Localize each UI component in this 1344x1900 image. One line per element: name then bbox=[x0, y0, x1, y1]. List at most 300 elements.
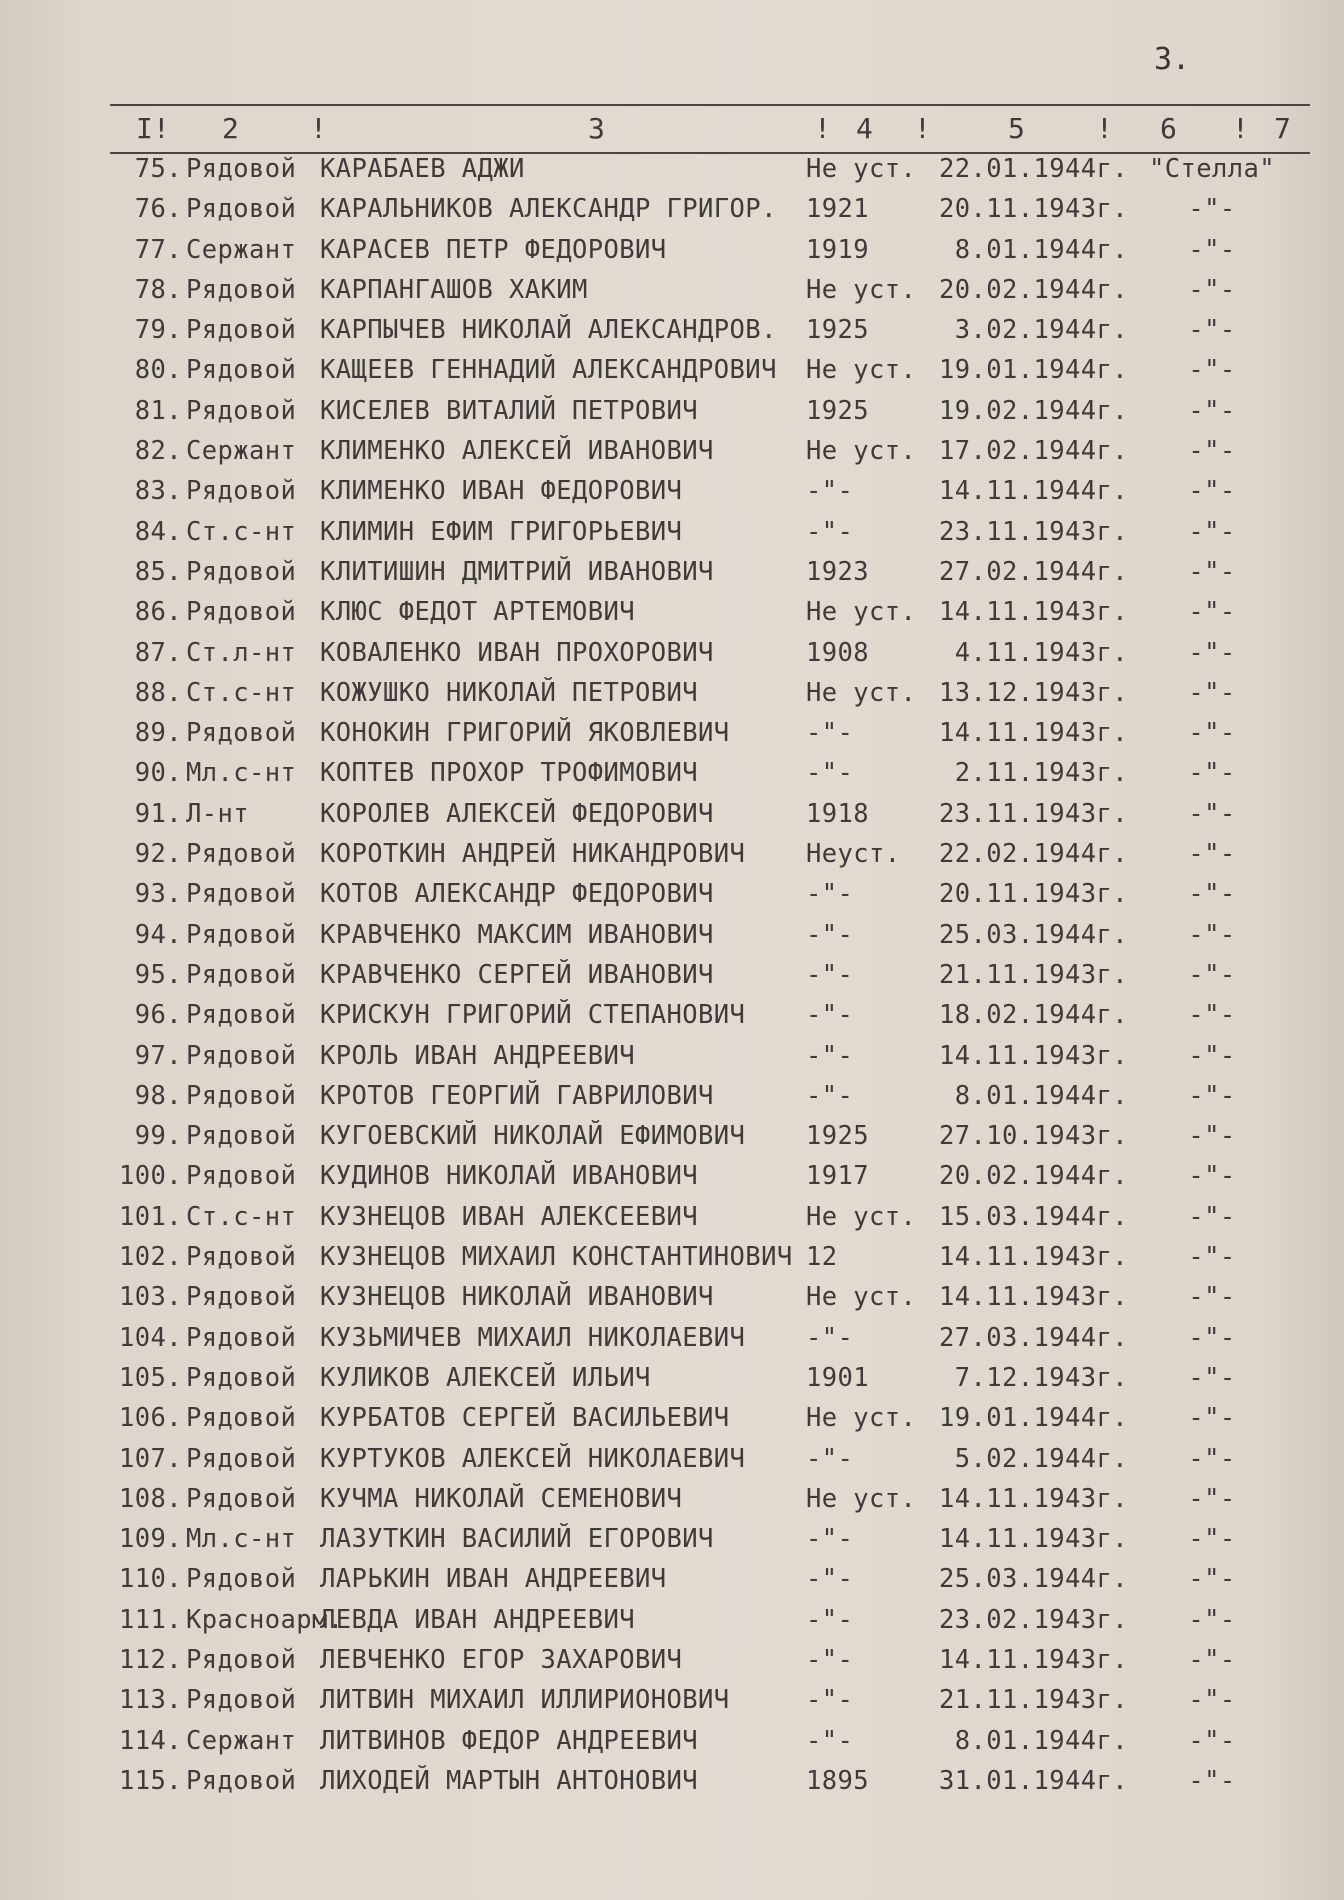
row-birth-year: 1901 bbox=[806, 1362, 870, 1393]
row-rank: Рядовой bbox=[186, 355, 297, 386]
row-birth-year: -"- bbox=[806, 1564, 854, 1595]
row-name: КАРАБАЕВ АДЖИ bbox=[320, 154, 525, 184]
row-number: 83. bbox=[134, 476, 182, 507]
row-birth-year: 1921 bbox=[806, 194, 870, 225]
table-row bbox=[0, 1440, 1344, 1480]
row-date: 25.03.1944г. bbox=[938, 919, 1128, 950]
table-row bbox=[0, 1198, 1344, 1238]
row-burial-place: -"- bbox=[1188, 1765, 1236, 1796]
row-name: ЛЕВЧЕНКО ЕГОР ЗАХАРОВИЧ bbox=[320, 1644, 683, 1675]
row-birth-year: -"- bbox=[806, 516, 854, 547]
row-burial-place: -"- bbox=[1188, 879, 1236, 910]
row-birth-year: -"- bbox=[806, 758, 854, 789]
row-burial-place: -"- bbox=[1188, 1322, 1236, 1353]
row-name: КУЗНЕЦОВ МИХАИЛ КОНСТАНТИНОВИЧ bbox=[320, 1242, 793, 1273]
row-number: 77. bbox=[134, 234, 182, 265]
row-date: 25.03.1944г. bbox=[938, 1564, 1128, 1595]
row-name: КИСЕЛЕВ ВИТАЛИЙ ПЕТРОВИЧ bbox=[320, 395, 699, 426]
row-date: 14.11.1944г. bbox=[938, 476, 1128, 507]
row-date: 22.01.1944г. bbox=[938, 154, 1128, 184]
row-birth-year: -"- bbox=[806, 1524, 854, 1555]
header-col-6: 6 bbox=[1160, 112, 1177, 145]
row-name: КУДИНОВ НИКОЛАЙ ИВАНОВИЧ bbox=[320, 1161, 699, 1192]
row-number: 75. bbox=[134, 154, 182, 184]
row-name: КУЗНЕЦОВ НИКОЛАЙ ИВАНОВИЧ bbox=[320, 1282, 714, 1313]
row-number: 104. bbox=[118, 1322, 182, 1353]
row-rank: Рядовой bbox=[186, 1040, 297, 1071]
row-date: 14.11.1943г. bbox=[938, 1040, 1128, 1071]
table-row bbox=[0, 1722, 1344, 1762]
row-name: КАРПЫЧЕВ НИКОЛАЙ АЛЕКСАНДРОВ. bbox=[320, 315, 777, 346]
row-name: КУРТУКОВ АЛЕКСЕЙ НИКОЛАЕВИЧ bbox=[320, 1443, 746, 1474]
row-rank: Рядовой bbox=[186, 839, 297, 870]
row-date: 17.02.1944г. bbox=[938, 436, 1128, 467]
row-burial-place: -"- bbox=[1188, 718, 1236, 749]
row-burial-place: -"- bbox=[1188, 1121, 1236, 1152]
row-number: 100. bbox=[118, 1161, 182, 1192]
row-birth-year: 1925 bbox=[806, 395, 870, 426]
row-birth-year: 1925 bbox=[806, 315, 870, 346]
row-name: КУРБАТОВ СЕРГЕЙ ВАСИЛЬЕВИЧ bbox=[320, 1403, 730, 1434]
row-burial-place: -"- bbox=[1188, 234, 1236, 265]
row-birth-year: Не уст. bbox=[806, 1201, 917, 1232]
row-rank: Рядовой bbox=[186, 194, 297, 225]
row-rank: Рядовой bbox=[186, 1080, 297, 1111]
row-date: 27.02.1944г. bbox=[938, 556, 1128, 587]
row-name: КОВАЛЕНКО ИВАН ПРОХОРОВИЧ bbox=[320, 637, 714, 668]
row-burial-place: -"- bbox=[1188, 516, 1236, 547]
row-rank: Рядовой bbox=[186, 1403, 297, 1434]
row-burial-place: -"- bbox=[1188, 1242, 1236, 1273]
table-row bbox=[0, 1359, 1344, 1399]
row-birth-year: Не уст. bbox=[806, 677, 917, 708]
row-rank: Мл.с-нт bbox=[186, 1524, 297, 1555]
row-burial-place: -"- bbox=[1188, 758, 1236, 789]
table-header bbox=[0, 112, 1344, 150]
table-row bbox=[0, 1641, 1344, 1681]
table-row bbox=[0, 271, 1344, 311]
table-row bbox=[0, 714, 1344, 754]
row-birth-year: Неуст. bbox=[806, 839, 901, 870]
row-number: 84. bbox=[134, 516, 182, 547]
row-number: 101. bbox=[118, 1201, 182, 1232]
row-rank: Рядовой bbox=[186, 1644, 297, 1675]
table-row bbox=[0, 311, 1344, 351]
row-number: 79. bbox=[134, 315, 182, 346]
row-number: 82. bbox=[134, 436, 182, 467]
row-date: 15.03.1944г. bbox=[938, 1201, 1128, 1232]
row-rank: Л-нт bbox=[186, 798, 250, 829]
row-birth-year: -"- bbox=[806, 718, 854, 749]
row-birth-year: -"- bbox=[806, 1080, 854, 1111]
header-col-1: I! bbox=[136, 112, 170, 145]
row-number: 97. bbox=[134, 1040, 182, 1071]
row-rank: Сержант bbox=[186, 1725, 297, 1756]
row-burial-place: -"- bbox=[1188, 1403, 1236, 1434]
header-separator: ! bbox=[310, 112, 327, 145]
row-date: 7.12.1943г. bbox=[954, 1362, 1128, 1393]
row-rank: Рядовой bbox=[186, 1765, 297, 1796]
row-date: 23.11.1943г. bbox=[938, 798, 1128, 829]
row-burial-place: -"- bbox=[1188, 1443, 1236, 1474]
row-rank: Рядовой bbox=[186, 1564, 297, 1595]
row-birth-year: 1918 bbox=[806, 798, 870, 829]
row-number: 105. bbox=[118, 1362, 182, 1393]
row-rank: Рядовой bbox=[186, 597, 297, 628]
row-birth-year: 1923 bbox=[806, 556, 870, 587]
row-number: 93. bbox=[134, 879, 182, 910]
table-row bbox=[0, 472, 1344, 512]
row-number: 102. bbox=[118, 1242, 182, 1273]
row-name: КУЛИКОВ АЛЕКСЕЙ ИЛЬИЧ bbox=[320, 1362, 651, 1393]
row-birth-year: -"- bbox=[806, 1725, 854, 1756]
table-row bbox=[0, 1520, 1344, 1560]
row-number: 78. bbox=[134, 274, 182, 305]
row-name: КУЗНЕЦОВ ИВАН АЛЕКСЕЕВИЧ bbox=[320, 1201, 699, 1232]
header-col-2: 2 bbox=[222, 112, 239, 145]
row-rank: Рядовой bbox=[186, 1000, 297, 1031]
table-row bbox=[0, 150, 1344, 190]
row-burial-place: -"- bbox=[1188, 637, 1236, 668]
row-burial-place: -"- bbox=[1188, 1000, 1236, 1031]
row-name: КОНОКИН ГРИГОРИЙ ЯКОВЛЕВИЧ bbox=[320, 718, 730, 749]
header-separator: ! bbox=[914, 112, 931, 145]
row-date: 19.01.1944г. bbox=[938, 1403, 1128, 1434]
row-birth-year: -"- bbox=[806, 1644, 854, 1675]
row-birth-year: 1895 bbox=[806, 1765, 870, 1796]
table-row bbox=[0, 1762, 1344, 1802]
page-number: 3. bbox=[1154, 42, 1191, 77]
table-row bbox=[0, 1399, 1344, 1439]
table-row bbox=[0, 916, 1344, 956]
row-number: 107. bbox=[118, 1443, 182, 1474]
row-name: КРОЛЬ ИВАН АНДРЕЕВИЧ bbox=[320, 1040, 636, 1071]
row-name: КЛИМЕНКО ИВАН ФЕДОРОВИЧ bbox=[320, 476, 683, 507]
row-burial-place: "Стелла" bbox=[1148, 154, 1276, 184]
row-rank: Красноарм. bbox=[186, 1604, 344, 1635]
row-name: КЛЮС ФЕДОТ АРТЕМОВИЧ bbox=[320, 597, 636, 628]
row-rank: Рядовой bbox=[186, 1483, 297, 1514]
table-row bbox=[0, 835, 1344, 875]
row-rank: Мл.с-нт bbox=[186, 758, 297, 789]
row-name: ЛИТВИНОВ ФЕДОР АНДРЕЕВИЧ bbox=[320, 1725, 699, 1756]
row-burial-place: -"- bbox=[1188, 839, 1236, 870]
table-row bbox=[0, 795, 1344, 835]
row-name: КРАВЧЕНКО СЕРГЕЙ ИВАНОВИЧ bbox=[320, 959, 714, 990]
row-burial-place: -"- bbox=[1188, 1564, 1236, 1595]
row-number: 80. bbox=[134, 355, 182, 386]
header-top-rule bbox=[110, 104, 1310, 106]
row-birth-year: -"- bbox=[806, 1000, 854, 1031]
row-rank: Рядовой bbox=[186, 556, 297, 587]
row-name: ЛАЗУТКИН ВАСИЛИЙ ЕГОРОВИЧ bbox=[320, 1524, 714, 1555]
row-rank: Рядовой bbox=[186, 1282, 297, 1313]
row-number: 92. bbox=[134, 839, 182, 870]
row-burial-place: -"- bbox=[1188, 1644, 1236, 1675]
row-rank: Сержант bbox=[186, 234, 297, 265]
row-burial-place: -"- bbox=[1188, 395, 1236, 426]
row-number: 88. bbox=[134, 677, 182, 708]
row-date: 20.02.1944г. bbox=[938, 274, 1128, 305]
table-row bbox=[0, 1037, 1344, 1077]
row-name: КОРОТКИН АНДРЕЙ НИКАНДРОВИЧ bbox=[320, 839, 746, 870]
row-birth-year: 12 bbox=[806, 1242, 838, 1273]
row-name: КУЧМА НИКОЛАЙ СЕМЕНОВИЧ bbox=[320, 1483, 683, 1514]
row-birth-year: Не уст. bbox=[806, 154, 917, 184]
row-name: КЛИМИН ЕФИМ ГРИГОРЬЕВИЧ bbox=[320, 516, 683, 547]
row-date: 21.11.1943г. bbox=[938, 1685, 1128, 1716]
row-date: 13.12.1943г. bbox=[938, 677, 1128, 708]
row-birth-year: -"- bbox=[806, 1322, 854, 1353]
row-date: 20.02.1944г. bbox=[938, 1161, 1128, 1192]
row-rank: Рядовой bbox=[186, 1161, 297, 1192]
row-burial-place: -"- bbox=[1188, 1282, 1236, 1313]
row-name: ЛИТВИН МИХАИЛ ИЛЛИРИОНОВИЧ bbox=[320, 1685, 730, 1716]
table-row bbox=[0, 1560, 1344, 1600]
row-birth-year: -"- bbox=[806, 959, 854, 990]
row-number: 115. bbox=[118, 1765, 182, 1796]
table-row bbox=[0, 513, 1344, 553]
row-name: КЛИМЕНКО АЛЕКСЕЙ ИВАНОВИЧ bbox=[320, 436, 714, 467]
row-rank: Сержант bbox=[186, 436, 297, 467]
row-date: 3.02.1944г. bbox=[954, 315, 1128, 346]
row-burial-place: -"- bbox=[1188, 194, 1236, 225]
row-rank: Рядовой bbox=[186, 476, 297, 507]
row-number: 90. bbox=[134, 758, 182, 789]
table-row bbox=[0, 1480, 1344, 1520]
row-name: ЛИХОДЕЙ МАРТЫН АНТОНОВИЧ bbox=[320, 1765, 699, 1796]
table-row bbox=[0, 1278, 1344, 1318]
row-number: 106. bbox=[118, 1403, 182, 1434]
row-birth-year: 1908 bbox=[806, 637, 870, 668]
header-separator: ! bbox=[814, 112, 831, 145]
row-name: КЛИТИШИН ДМИТРИЙ ИВАНОВИЧ bbox=[320, 556, 714, 587]
table-row bbox=[0, 956, 1344, 996]
row-date: 19.02.1944г. bbox=[938, 395, 1128, 426]
row-number: 110. bbox=[118, 1564, 182, 1595]
row-burial-place: -"- bbox=[1188, 1040, 1236, 1071]
row-burial-place: -"- bbox=[1188, 919, 1236, 950]
table-row bbox=[0, 593, 1344, 633]
row-rank: Рядовой bbox=[186, 1685, 297, 1716]
row-number: 95. bbox=[134, 959, 182, 990]
row-date: 4.11.1943г. bbox=[954, 637, 1128, 668]
row-number: 112. bbox=[118, 1644, 182, 1675]
row-number: 94. bbox=[134, 919, 182, 950]
row-date: 8.01.1944г. bbox=[954, 234, 1128, 265]
row-date: 8.01.1944г. bbox=[954, 1080, 1128, 1111]
row-date: 23.11.1943г. bbox=[938, 516, 1128, 547]
header-col-3: 3 bbox=[588, 112, 605, 145]
row-number: 81. bbox=[134, 395, 182, 426]
row-rank: Рядовой bbox=[186, 1121, 297, 1152]
table-row bbox=[0, 231, 1344, 271]
row-rank: Рядовой bbox=[186, 1362, 297, 1393]
header-col-4: 4 bbox=[856, 112, 873, 145]
row-date: 8.01.1944г. bbox=[954, 1725, 1128, 1756]
row-date: 14.11.1943г. bbox=[938, 1524, 1128, 1555]
table-row bbox=[0, 432, 1344, 472]
row-name: КРАВЧЕНКО МАКСИМ ИВАНОВИЧ bbox=[320, 919, 714, 950]
row-name: КАРАСЕВ ПЕТР ФЕДОРОВИЧ bbox=[320, 234, 667, 265]
row-burial-place: -"- bbox=[1188, 1685, 1236, 1716]
row-burial-place: -"- bbox=[1188, 1483, 1236, 1514]
row-birth-year: 1925 bbox=[806, 1121, 870, 1152]
row-number: 103. bbox=[118, 1282, 182, 1313]
row-date: 2.11.1943г. bbox=[954, 758, 1128, 789]
table-row bbox=[0, 392, 1344, 432]
row-burial-place: -"- bbox=[1188, 959, 1236, 990]
row-name: КАРАЛЬНИКОВ АЛЕКСАНДР ГРИГОР. bbox=[320, 194, 777, 225]
row-date: 27.03.1944г. bbox=[938, 1322, 1128, 1353]
row-burial-place: -"- bbox=[1188, 677, 1236, 708]
table-row bbox=[0, 634, 1344, 674]
row-date: 14.11.1943г. bbox=[938, 1242, 1128, 1273]
row-date: 14.11.1943г. bbox=[938, 718, 1128, 749]
row-burial-place: -"- bbox=[1188, 556, 1236, 587]
row-birth-year: Не уст. bbox=[806, 597, 917, 628]
row-date: 14.11.1943г. bbox=[938, 1483, 1128, 1514]
row-birth-year: Не уст. bbox=[806, 436, 917, 467]
row-birth-year: Не уст. bbox=[806, 1483, 917, 1514]
row-number: 86. bbox=[134, 597, 182, 628]
row-date: 14.11.1943г. bbox=[938, 1282, 1128, 1313]
table-row bbox=[0, 351, 1344, 391]
row-birth-year: 1919 bbox=[806, 234, 870, 265]
table-row bbox=[0, 1319, 1344, 1359]
table-row bbox=[0, 1157, 1344, 1197]
row-date: 20.11.1943г. bbox=[938, 194, 1128, 225]
row-burial-place: -"- bbox=[1188, 274, 1236, 305]
row-birth-year: -"- bbox=[806, 1443, 854, 1474]
row-birth-year: -"- bbox=[806, 1685, 854, 1716]
row-burial-place: -"- bbox=[1188, 798, 1236, 829]
row-burial-place: -"- bbox=[1188, 597, 1236, 628]
table-row bbox=[0, 674, 1344, 714]
row-rank: Рядовой bbox=[186, 959, 297, 990]
row-rank: Ст.с-нт bbox=[186, 516, 297, 547]
header-separator: ! bbox=[1096, 112, 1113, 145]
table-row bbox=[0, 996, 1344, 1036]
row-name: ЛАРЬКИН ИВАН АНДРЕЕВИЧ bbox=[320, 1564, 667, 1595]
row-birth-year: Не уст. bbox=[806, 1403, 917, 1434]
row-birth-year: -"- bbox=[806, 919, 854, 950]
row-name: КУЗЬМИЧЕВ МИХАИЛ НИКОЛАЕВИЧ bbox=[320, 1322, 746, 1353]
row-number: 91. bbox=[134, 798, 182, 829]
row-name: КОПТЕВ ПРОХОР ТРОФИМОВИЧ bbox=[320, 758, 699, 789]
row-rank: Рядовой bbox=[186, 1443, 297, 1474]
row-date: 21.11.1943г. bbox=[938, 959, 1128, 990]
row-number: 109. bbox=[118, 1524, 182, 1555]
row-birth-year: -"- bbox=[806, 1040, 854, 1071]
row-rank: Рядовой bbox=[186, 1322, 297, 1353]
row-date: 19.01.1944г. bbox=[938, 355, 1128, 386]
row-date: 23.02.1943г. bbox=[938, 1604, 1128, 1635]
row-date: 18.02.1944г. bbox=[938, 1000, 1128, 1031]
row-number: 99. bbox=[134, 1121, 182, 1152]
row-birth-year: Не уст. bbox=[806, 1282, 917, 1313]
row-name: ЛЕВДА ИВАН АНДРЕЕВИЧ bbox=[320, 1604, 636, 1635]
row-burial-place: -"- bbox=[1188, 1524, 1236, 1555]
row-number: 96. bbox=[134, 1000, 182, 1031]
row-name: КУГОЕВСКИЙ НИКОЛАЙ ЕФИМОВИЧ bbox=[320, 1121, 746, 1152]
row-name: КОЖУШКО НИКОЛАЙ ПЕТРОВИЧ bbox=[320, 677, 699, 708]
table-row bbox=[0, 1681, 1344, 1721]
row-date: 27.10.1943г. bbox=[938, 1121, 1128, 1152]
table-row bbox=[0, 1601, 1344, 1641]
row-burial-place: -"- bbox=[1188, 315, 1236, 346]
row-name: КОРОЛЕВ АЛЕКСЕЙ ФЕДОРОВИЧ bbox=[320, 798, 714, 829]
row-date: 14.11.1943г. bbox=[938, 1644, 1128, 1675]
row-number: 85. bbox=[134, 556, 182, 587]
row-rank: Ст.л-нт bbox=[186, 637, 297, 668]
header-separator: ! bbox=[1232, 112, 1249, 145]
row-name: КОТОВ АЛЕКСАНДР ФЕДОРОВИЧ bbox=[320, 879, 714, 910]
row-rank: Рядовой bbox=[186, 718, 297, 749]
header-col-7: 7 bbox=[1274, 112, 1291, 145]
row-burial-place: -"- bbox=[1188, 1080, 1236, 1111]
row-date: 5.02.1944г. bbox=[954, 1443, 1128, 1474]
roster-list bbox=[0, 150, 1344, 1802]
row-rank: Рядовой bbox=[186, 1242, 297, 1273]
row-birth-year: Не уст. bbox=[806, 274, 917, 305]
row-birth-year: -"- bbox=[806, 1604, 854, 1635]
row-date: 20.11.1943г. bbox=[938, 879, 1128, 910]
row-rank: Рядовой bbox=[186, 395, 297, 426]
row-rank: Рядовой bbox=[186, 274, 297, 305]
row-birth-year: -"- bbox=[806, 476, 854, 507]
row-date: 31.01.1944г. bbox=[938, 1765, 1128, 1796]
row-birth-year: Не уст. bbox=[806, 355, 917, 386]
row-number: 76. bbox=[134, 194, 182, 225]
row-name: КАРПАНГАШОВ ХАКИМ bbox=[320, 274, 588, 305]
row-date: 22.02.1944г. bbox=[938, 839, 1128, 870]
row-number: 87. bbox=[134, 637, 182, 668]
row-number: 89. bbox=[134, 718, 182, 749]
table-row bbox=[0, 190, 1344, 230]
row-name: КРИСКУН ГРИГОРИЙ СТЕПАНОВИЧ bbox=[320, 1000, 746, 1031]
row-rank: Рядовой bbox=[186, 154, 297, 184]
table-row bbox=[0, 875, 1344, 915]
row-burial-place: -"- bbox=[1188, 436, 1236, 467]
row-number: 98. bbox=[134, 1080, 182, 1111]
row-number: 114. bbox=[118, 1725, 182, 1756]
row-burial-place: -"- bbox=[1188, 1604, 1236, 1635]
row-rank: Ст.с-нт bbox=[186, 1201, 297, 1232]
row-burial-place: -"- bbox=[1188, 1201, 1236, 1232]
row-burial-place: -"- bbox=[1188, 1725, 1236, 1756]
table-row bbox=[0, 553, 1344, 593]
table-row bbox=[0, 1077, 1344, 1117]
row-date: 14.11.1943г. bbox=[938, 597, 1128, 628]
row-birth-year: 1917 bbox=[806, 1161, 870, 1192]
row-rank: Ст.с-нт bbox=[186, 677, 297, 708]
row-number: 113. bbox=[118, 1685, 182, 1716]
row-burial-place: -"- bbox=[1188, 1362, 1236, 1393]
row-rank: Рядовой bbox=[186, 879, 297, 910]
table-row bbox=[0, 1117, 1344, 1157]
table-row bbox=[0, 754, 1344, 794]
row-burial-place: -"- bbox=[1188, 476, 1236, 507]
header-col-5: 5 bbox=[1008, 112, 1025, 145]
row-birth-year: -"- bbox=[806, 879, 854, 910]
row-rank: Рядовой bbox=[186, 315, 297, 346]
row-name: КАЩЕЕВ ГЕННАДИЙ АЛЕКСАНДРОВИЧ bbox=[320, 355, 777, 386]
row-burial-place: -"- bbox=[1188, 1161, 1236, 1192]
table-row bbox=[0, 1238, 1344, 1278]
row-number: 111. bbox=[118, 1604, 182, 1635]
row-number: 108. bbox=[118, 1483, 182, 1514]
